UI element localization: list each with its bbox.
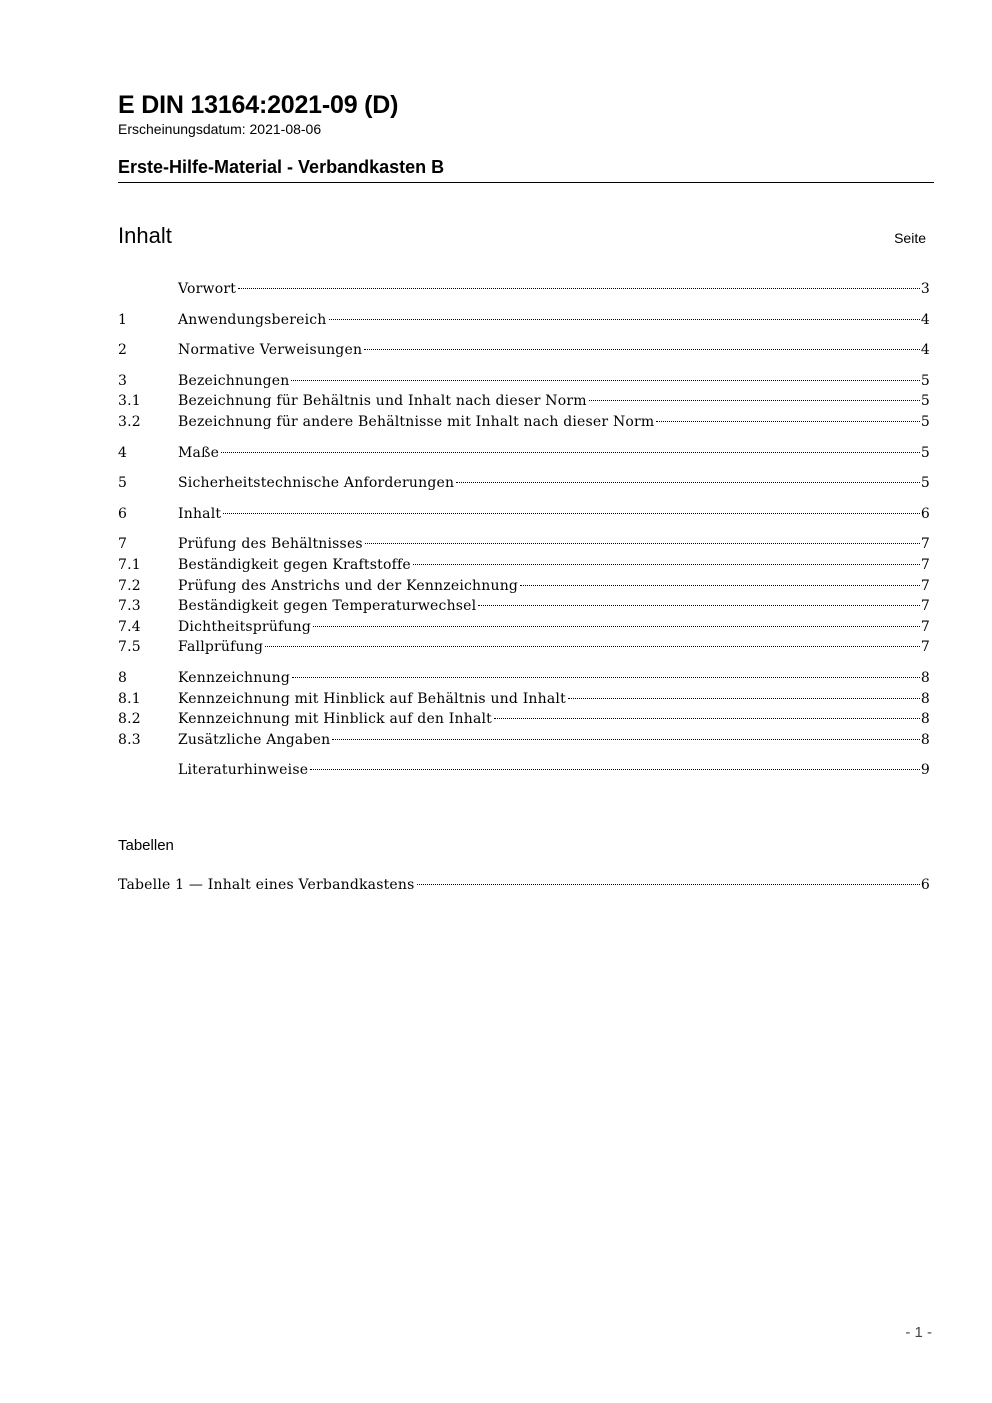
- toc-entry-number: 8.1: [118, 690, 141, 707]
- toc-entry-number: 7.3: [118, 598, 141, 615]
- toc-entry-6[interactable]: [118, 504, 930, 525]
- toc-entry-5[interactable]: [118, 473, 930, 494]
- toc-entry-8-2[interactable]: [118, 709, 930, 730]
- toc-entry-7-1[interactable]: [118, 555, 930, 576]
- toc-entry-number: 7.5: [118, 639, 141, 656]
- toc-entry-title: Prüfung des Behältnisses: [178, 536, 363, 553]
- toc-entry-number: 5: [118, 475, 128, 492]
- toc-entry-title: Bezeichnung für andere Behältnisse mit Inhalt nach dieser Norm: [178, 413, 655, 430]
- toc-entry-page: 7: [920, 598, 930, 615]
- toc-entry-title: Kennzeichnung: [178, 669, 291, 686]
- toc-entry-title: Prüfung des Anstrichs und der Kennzeichnung: [178, 577, 519, 594]
- toc-entry-page: 7: [920, 577, 930, 594]
- table-entry-1[interactable]: [118, 875, 930, 896]
- toc-entry-title: Inhalt: [178, 505, 222, 522]
- toc-entry-page: 3: [920, 281, 930, 297]
- toc-entry-number: 4: [118, 444, 128, 461]
- toc-entry-title: Literaturhinweise: [178, 762, 309, 779]
- toc-entry-page: 8: [920, 669, 930, 686]
- toc-dot-leader: [568, 697, 920, 699]
- toc-entry-number: 7.2: [118, 577, 141, 594]
- toc-entry-7-2[interactable]: [118, 576, 930, 597]
- toc-dot-leader: [365, 542, 920, 544]
- toc-dot-leader: [417, 883, 920, 885]
- toc-dot-leader: [520, 584, 920, 586]
- toc-entry-number: 2: [118, 342, 128, 359]
- document-header: [118, 90, 934, 183]
- toc-entry-page: 8: [920, 731, 930, 748]
- toc-entry-page: 5: [920, 475, 930, 492]
- toc-dot-leader: [292, 676, 920, 678]
- toc-entry-title: Zusätzliche Angaben: [178, 731, 331, 748]
- toc-dot-leader: [364, 348, 920, 350]
- toc-entry-page: 7: [920, 618, 930, 635]
- toc-entry-title: Kennzeichnung mit Hinblick auf Behältnis und Inhalt: [178, 690, 566, 707]
- toc-entry-title: Beständigkeit gegen Temperaturwechsel: [178, 598, 477, 615]
- toc-entry-title: Dichtheitsprüfung: [178, 618, 312, 635]
- toc-entry-vorwort[interactable]: [118, 279, 930, 300]
- toc-entry-page: 7: [920, 639, 930, 656]
- toc-entry-title: Maße: [178, 444, 220, 461]
- toc-dot-leader: [656, 420, 919, 422]
- toc-entry-3[interactable]: [118, 371, 930, 392]
- toc-entry-title: Normative Verweisungen: [178, 342, 363, 359]
- table-entry-title: Tabelle 1 — Inhalt eines Verbandkastens: [118, 877, 415, 893]
- toc-entry-number: 8.2: [118, 711, 141, 728]
- toc-entry-page: 7: [920, 536, 930, 553]
- document-title: E DIN 13164:2021-09 (D): [118, 91, 399, 119]
- table-of-contents: [118, 279, 930, 781]
- toc-heading: Inhalt: [118, 223, 172, 248]
- toc-entry-8-1[interactable]: [118, 689, 930, 710]
- toc-entry-number: 3.1: [118, 393, 141, 410]
- toc-dot-leader: [291, 379, 919, 381]
- toc-dot-leader: [313, 625, 920, 627]
- toc-dot-leader: [238, 287, 920, 289]
- toc-dot-leader: [221, 451, 920, 453]
- toc-entry-title: Bezeichnungen: [178, 372, 290, 389]
- toc-entry-7-3[interactable]: [118, 596, 930, 617]
- toc-entry-1[interactable]: [118, 310, 930, 331]
- toc-entry-page: 8: [920, 690, 930, 707]
- toc-entry-page: 5: [920, 413, 930, 430]
- toc-entry-number: 3.2: [118, 413, 141, 430]
- toc-entry-number: 8.3: [118, 731, 141, 748]
- toc-entry-page: 8: [920, 711, 930, 728]
- toc-dot-leader: [589, 399, 920, 401]
- tables-list: [118, 875, 930, 896]
- toc-entry-title: Beständigkeit gegen Kraftstoffe: [178, 556, 411, 573]
- toc-entry-number: 1: [118, 311, 128, 328]
- toc-entry-page: 9: [920, 762, 930, 779]
- toc-entry-page: 5: [920, 393, 930, 410]
- toc-dot-leader: [332, 738, 920, 740]
- toc-dot-leader: [310, 768, 920, 770]
- page-number: - 1 -: [905, 1324, 932, 1341]
- toc-entry-title: Sicherheitstechnische Anforderungen: [178, 475, 455, 492]
- toc-entry-number: 7.1: [118, 556, 141, 573]
- publication-date: Erscheinungsdatum: 2021-08-06: [118, 121, 322, 137]
- toc-entry-title: Vorwort: [178, 281, 237, 297]
- toc-entry-3-2[interactable]: [118, 412, 930, 433]
- toc-entry-number: 3: [118, 372, 128, 389]
- toc-entry-number: 6: [118, 505, 128, 522]
- toc-entry-number: 7: [118, 536, 128, 553]
- toc-entry-title: Fallprüfung: [178, 639, 264, 656]
- toc-entry-8[interactable]: [118, 668, 930, 689]
- toc-dot-leader: [494, 717, 920, 719]
- toc-entry-2[interactable]: [118, 340, 930, 361]
- toc-entry-title: Bezeichnung für Behältnis und Inhalt nach dieser Norm: [178, 393, 587, 410]
- table-entry-page: 6: [920, 877, 930, 893]
- toc-entry-7-4[interactable]: [118, 617, 930, 638]
- document-subtitle: Erste-Hilfe-Material - Verbandkasten B: [118, 156, 934, 183]
- toc-entry-number: 7.4: [118, 618, 141, 635]
- toc-entry-page: 4: [920, 342, 930, 359]
- toc-entry-page: 4: [920, 311, 930, 328]
- toc-heading-row: [118, 222, 926, 250]
- toc-entry-title: Anwendungsbereich: [178, 311, 327, 328]
- toc-dot-leader: [223, 512, 920, 514]
- toc-dot-leader: [478, 604, 920, 606]
- tables-heading: Tabellen: [118, 837, 174, 854]
- toc-entry-page: 5: [920, 444, 930, 461]
- toc-entry-title: Kennzeichnung mit Hinblick auf den Inhalt: [178, 711, 493, 728]
- toc-entry-7-5[interactable]: [118, 637, 930, 658]
- toc-dot-leader: [413, 563, 920, 565]
- toc-dot-leader: [456, 481, 920, 483]
- toc-entry-literaturhinweise[interactable]: [118, 760, 930, 781]
- toc-entry-page: 7: [920, 556, 930, 573]
- toc-entry-7[interactable]: [118, 534, 930, 555]
- toc-page-label: Seite: [894, 230, 926, 246]
- toc-dot-leader: [265, 645, 920, 647]
- toc-entry-page: 6: [920, 505, 930, 522]
- toc-entry-page: 5: [920, 372, 930, 389]
- toc-dot-leader: [329, 318, 920, 320]
- toc-entry-8-3[interactable]: [118, 730, 930, 751]
- toc-entry-number: 8: [118, 669, 128, 686]
- toc-entry-4[interactable]: [118, 443, 930, 464]
- toc-entry-3-1[interactable]: [118, 391, 930, 412]
